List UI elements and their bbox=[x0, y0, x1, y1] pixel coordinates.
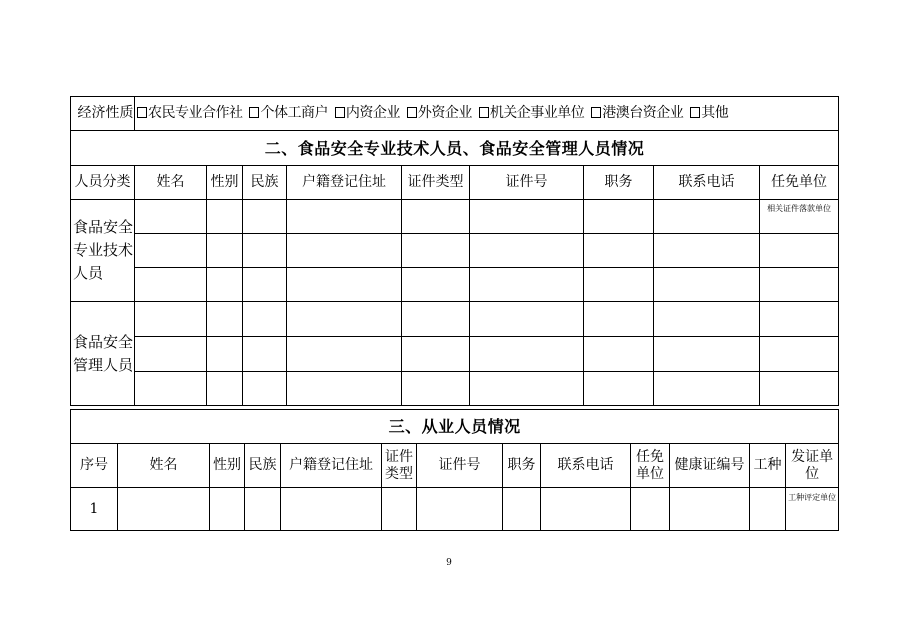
table-cell[interactable] bbox=[287, 372, 402, 406]
header-cell: 工种 bbox=[750, 444, 786, 488]
group-label-technical: 食品安全专业技术人员 bbox=[71, 200, 135, 302]
header-cell: 户籍登记住址 bbox=[287, 166, 402, 200]
option-item[interactable] bbox=[137, 105, 243, 121]
table-cell[interactable] bbox=[760, 234, 839, 268]
employee-table bbox=[70, 409, 839, 531]
table-cell[interactable] bbox=[654, 337, 760, 372]
table-cell[interactable] bbox=[654, 234, 760, 268]
header-cell: 证件类型 bbox=[382, 444, 417, 488]
table-cell[interactable] bbox=[584, 234, 654, 268]
table-cell[interactable] bbox=[417, 488, 503, 531]
table-cell[interactable] bbox=[654, 200, 760, 234]
table-cell[interactable] bbox=[654, 268, 760, 302]
section2-title: 二、食品安全专业技术人员、食品安全管理人员情况 bbox=[71, 131, 839, 166]
certifying-unit-note: 工种评定单位 bbox=[786, 488, 839, 531]
row-index: 1 bbox=[71, 488, 118, 531]
table-row bbox=[71, 234, 839, 268]
table-cell[interactable] bbox=[135, 200, 207, 234]
table-cell[interactable] bbox=[135, 234, 207, 268]
table-row bbox=[71, 200, 839, 234]
table-cell[interactable] bbox=[760, 337, 839, 372]
page-number: 9 bbox=[446, 558, 452, 568]
table-cell[interactable] bbox=[584, 200, 654, 234]
table-row bbox=[71, 337, 839, 372]
table-cell[interactable] bbox=[207, 268, 243, 302]
table-cell[interactable] bbox=[207, 234, 243, 268]
section3-header-row bbox=[71, 444, 839, 488]
table-cell[interactable] bbox=[207, 337, 243, 372]
table-cell[interactable] bbox=[402, 372, 470, 406]
table-row bbox=[71, 268, 839, 302]
table-cell[interactable] bbox=[118, 488, 210, 531]
table-cell[interactable] bbox=[584, 268, 654, 302]
checkbox-icon[interactable] bbox=[479, 107, 489, 118]
table-cell[interactable] bbox=[760, 372, 839, 406]
checkbox-icon[interactable] bbox=[407, 107, 417, 118]
header-cell: 职务 bbox=[503, 444, 541, 488]
table-cell[interactable] bbox=[470, 337, 584, 372]
option-item[interactable] bbox=[591, 105, 683, 121]
table-cell[interactable] bbox=[760, 268, 839, 302]
checkbox-icon[interactable] bbox=[335, 107, 345, 118]
checkbox-icon[interactable] bbox=[249, 107, 259, 118]
economic-nature-row bbox=[71, 97, 839, 131]
option-label: 其他 bbox=[701, 105, 729, 121]
header-cell: 民族 bbox=[243, 166, 287, 200]
option-label: 港澳台资企业 bbox=[602, 105, 684, 121]
header-cell: 健康证编号 bbox=[670, 444, 750, 488]
option-label: 机关企事业单位 bbox=[489, 105, 585, 121]
table-cell[interactable] bbox=[245, 488, 281, 531]
table-cell[interactable] bbox=[541, 488, 631, 531]
section2-header-row bbox=[71, 166, 839, 200]
table-cell[interactable] bbox=[760, 302, 839, 337]
checkbox-icon[interactable] bbox=[690, 107, 700, 118]
table-cell[interactable] bbox=[470, 372, 584, 406]
header-cell: 姓名 bbox=[135, 166, 207, 200]
header-cell: 证件号 bbox=[417, 444, 503, 488]
table-row bbox=[71, 372, 839, 406]
economic-nature-label: 经济性质 bbox=[71, 97, 135, 131]
table-cell[interactable] bbox=[503, 488, 541, 531]
header-cell: 任免单位 bbox=[760, 166, 839, 200]
header-cell: 证件号 bbox=[470, 166, 584, 200]
header-cell: 民族 bbox=[245, 444, 281, 488]
header-cell: 人员分类 bbox=[71, 166, 135, 200]
header-cell: 联系电话 bbox=[654, 166, 760, 200]
header-cell: 序号 bbox=[71, 444, 118, 488]
option-item[interactable] bbox=[335, 105, 400, 121]
header-cell: 联系电话 bbox=[541, 444, 631, 488]
table-cell[interactable] bbox=[382, 488, 417, 531]
option-item[interactable] bbox=[249, 105, 328, 121]
option-item[interactable] bbox=[407, 105, 472, 121]
table-cell[interactable] bbox=[287, 337, 402, 372]
table-cell[interactable] bbox=[750, 488, 786, 531]
table-cell[interactable] bbox=[287, 200, 402, 234]
header-cell: 职务 bbox=[584, 166, 654, 200]
checkbox-icon[interactable] bbox=[137, 107, 147, 118]
table-cell[interactable] bbox=[135, 372, 207, 406]
table-cell[interactable] bbox=[470, 234, 584, 268]
table-cell[interactable] bbox=[135, 268, 207, 302]
table-cell[interactable] bbox=[287, 268, 402, 302]
section3-title: 三、从业人员情况 bbox=[71, 410, 839, 444]
table-cell[interactable] bbox=[207, 200, 243, 234]
personnel-table bbox=[70, 96, 839, 406]
table-cell[interactable] bbox=[243, 372, 287, 406]
table-cell[interactable] bbox=[654, 302, 760, 337]
header-cell: 户籍登记住址 bbox=[281, 444, 382, 488]
economic-nature-options bbox=[135, 97, 839, 131]
checkbox-icon[interactable] bbox=[591, 107, 601, 118]
table-cell[interactable] bbox=[670, 488, 750, 531]
table-cell[interactable] bbox=[243, 200, 287, 234]
table-cell[interactable] bbox=[402, 302, 470, 337]
table-cell[interactable] bbox=[402, 200, 470, 234]
header-cell: 姓名 bbox=[118, 444, 210, 488]
table-cell[interactable] bbox=[207, 302, 243, 337]
table-cell[interactable] bbox=[207, 372, 243, 406]
option-item[interactable] bbox=[479, 105, 585, 121]
table-cell[interactable] bbox=[210, 488, 245, 531]
table-cell[interactable] bbox=[584, 337, 654, 372]
header-cell: 证件类型 bbox=[402, 166, 470, 200]
table-cell[interactable] bbox=[402, 234, 470, 268]
option-label: 内资企业 bbox=[345, 105, 400, 121]
table-cell[interactable] bbox=[470, 302, 584, 337]
table-cell[interactable] bbox=[402, 337, 470, 372]
table-cell[interactable] bbox=[402, 268, 470, 302]
table-cell[interactable] bbox=[287, 234, 402, 268]
table-cell[interactable] bbox=[584, 302, 654, 337]
table-cell[interactable] bbox=[281, 488, 382, 531]
table-cell[interactable] bbox=[654, 372, 760, 406]
option-label: 个体工商户 bbox=[260, 105, 328, 121]
header-cell: 性别 bbox=[210, 444, 245, 488]
table-cell[interactable] bbox=[631, 488, 670, 531]
table-cell[interactable] bbox=[135, 337, 207, 372]
table-cell[interactable] bbox=[243, 302, 287, 337]
table-cell[interactable] bbox=[243, 234, 287, 268]
table-cell[interactable] bbox=[243, 337, 287, 372]
table-cell[interactable] bbox=[243, 268, 287, 302]
header-cell: 任免单位 bbox=[631, 444, 670, 488]
table-row bbox=[71, 302, 839, 337]
appointing-unit-note: 相关证件落款单位 bbox=[760, 200, 839, 234]
table-cell[interactable] bbox=[470, 268, 584, 302]
table-cell[interactable] bbox=[584, 372, 654, 406]
option-item[interactable] bbox=[690, 105, 728, 121]
table-cell[interactable] bbox=[287, 302, 402, 337]
option-label: 农民专业合作社 bbox=[148, 105, 243, 121]
option-label: 外资企业 bbox=[417, 105, 472, 121]
header-cell: 发证单位 bbox=[786, 444, 839, 488]
table-cell[interactable] bbox=[470, 200, 584, 234]
group-label-management: 食品安全管理人员 bbox=[71, 302, 135, 406]
table-cell[interactable] bbox=[135, 302, 207, 337]
header-cell: 性别 bbox=[207, 166, 243, 200]
table-row bbox=[71, 488, 839, 531]
